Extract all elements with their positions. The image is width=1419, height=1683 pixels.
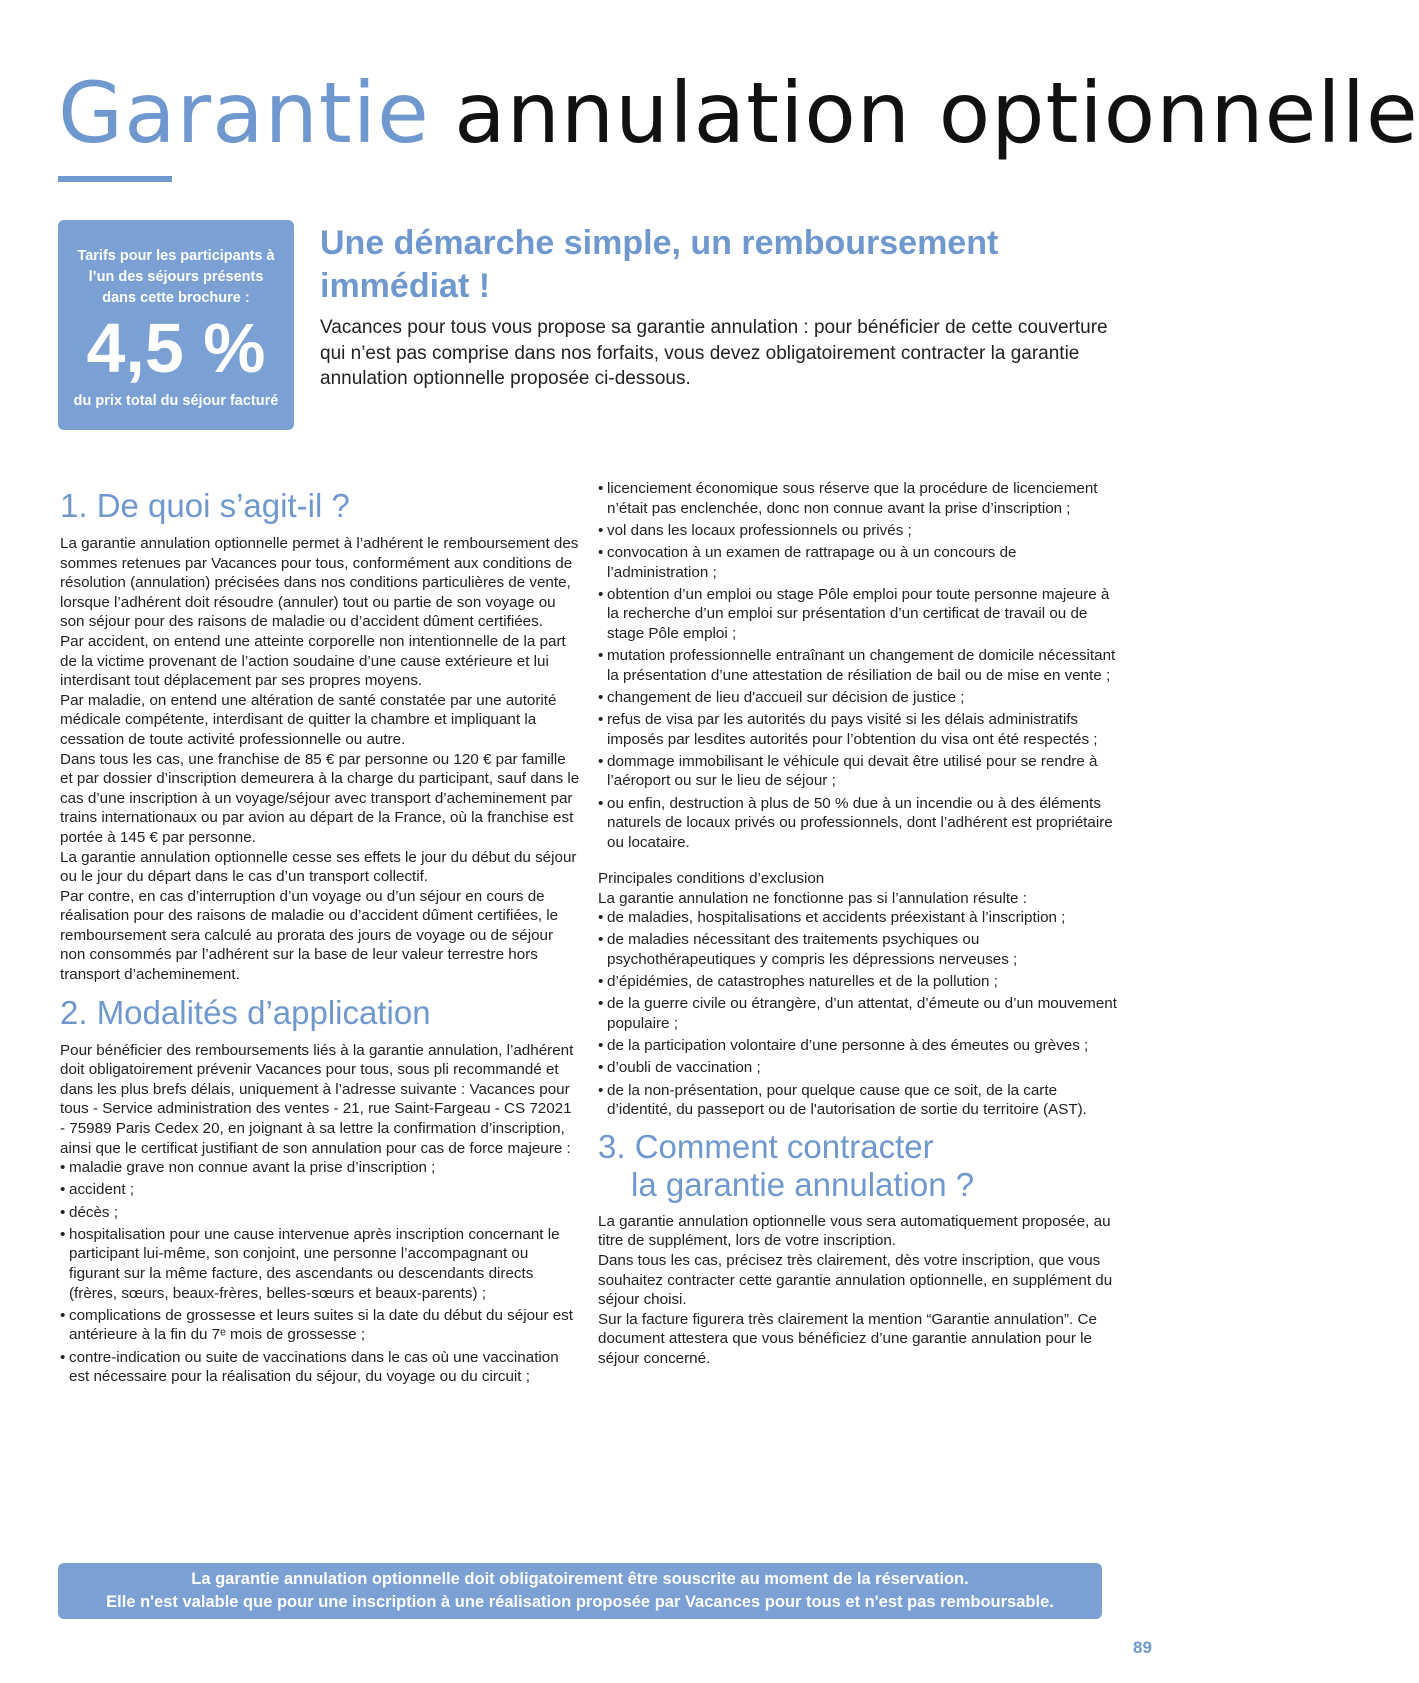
section1-paragraph: Par maladie, on entend une altération de santé constatée par une autorité médicale compétente, interdisant de quitter la chambre et impliquant la cessation de toute activité professionnelle ou autre.	[60, 691, 557, 748]
bullet: •	[598, 647, 604, 665]
list-item-text: mutation professionnelle entraînant un changement de domicile nécessitant la présentation d’une attestation de résiliation de bail ou de mise en vente ;	[607, 647, 1116, 684]
bullet: •	[598, 995, 604, 1013]
list-item	[598, 1036, 1118, 1056]
right-column	[598, 479, 1118, 1368]
section3-title-line1: 3. Comment contracter	[598, 1127, 934, 1165]
list-item	[60, 1306, 580, 1345]
bullet: •	[598, 711, 604, 729]
list-item	[598, 479, 1118, 518]
list-item-text: d’oubli de vaccination ;	[607, 1059, 761, 1077]
list-item-text: accident ;	[69, 1181, 135, 1199]
section3-title	[598, 1128, 1118, 1204]
bullet: •	[598, 521, 604, 539]
list-item-text: changement de lieu d'accueil sur décision de justice ;	[607, 688, 965, 706]
bullet: •	[598, 585, 604, 603]
list-item-text: complications de grossesse et leurs suites si la date du début du séjour est antérieure à la fin du 7ᵉ mois de grossesse ;	[69, 1306, 573, 1344]
section3-paragraph: Sur la facture figurera très clairement la mention “Garantie annulation”. Ce document attestera que vous bénéficiez d’une garantie annulation pour le séjour concerné.	[598, 1310, 1097, 1367]
bullet: •	[598, 480, 604, 497]
section2-intro: Pour bénéficier des remboursements liés à la garantie annulation, l’adhérent doit obligatoirement prévenir Vacances pour tous, sous pli recommandé et dans les plus brefs délais, uniquement à l’adresse suivante : Vacances pour tous - Service administration des ventes - 21, rue Saint-Fargeau - CS 72021 - 75989 Paris Cedex 20, en joignant à sa lettre la confirmation d’inscription, ainsi que le certificat justifiant de son annulation pour cas de force majeure :	[60, 1041, 574, 1157]
page-title-part1: Garantie	[58, 64, 430, 162]
intro-text: Vacances pour tous vous propose sa garantie annulation : pour bénéficier de cette couverture qui n’est pas comprise dans nos forfaits, vous devez obligatoirement contracter la garantie annulation optionnelle proposée ci-dessous.	[320, 317, 1108, 389]
list-item	[598, 752, 1118, 791]
exclusions-intro: La garantie annulation ne fonctionne pas si l’annulation résulte :	[598, 889, 1027, 907]
list-item	[60, 1225, 580, 1303]
bullet: •	[60, 1181, 66, 1199]
tarif-note: du prix total du séjour facturé	[73, 393, 279, 409]
list-item-text: hospitalisation pour une cause intervenue après inscription concernant le participant lui-même, son conjoint, une personne l’accompagnant ou figurant sur la même facture, des ascendants ou descendants directs (frères, sœurs, beaux-frères, belles-sœurs et beaux-parents) ;	[69, 1225, 560, 1302]
bullet: •	[60, 1306, 66, 1324]
bullet: •	[598, 794, 604, 812]
list-item	[598, 710, 1118, 749]
list-item-text: licenciement économique sous réserve que la procédure de licenciement n’était pas enclenchée, donc non connue avant la prise d’inscription ;	[607, 480, 1098, 517]
list-item	[598, 1058, 1118, 1078]
bullet: •	[598, 1059, 604, 1077]
title-underline	[58, 176, 172, 182]
bullet: •	[598, 909, 604, 927]
tarif-intro: Tarifs pour les participants à l’un des séjours présents dans cette brochure :	[77, 248, 275, 306]
list-item	[598, 930, 1118, 969]
bullet: •	[598, 973, 604, 991]
exclusions-list	[598, 908, 1118, 1120]
section2-title: 2. Modalités d’application	[60, 993, 431, 1031]
bullet: •	[60, 1203, 66, 1221]
section1-title: 1. De quoi s’agit-il ?	[60, 487, 350, 524]
list-item-text: de maladies nécessitant des traitements psychiques ou psychothérapeutiques y compris les dépressions nerveuses ;	[607, 931, 1018, 968]
list-item-text: obtention d’un emploi ou stage Pôle emploi pour toute personne majeure à la recherche d’un emploi sur présentation d’un certificat de travail ou de stage Pôle emploi ;	[607, 585, 1110, 642]
page-title	[58, 58, 1419, 168]
list-item	[598, 794, 1118, 853]
section3-paragraph: La garantie annulation optionnelle vous sera automatiquement proposée, au titre de supplément, lors de votre inscription.	[598, 1212, 1111, 1250]
bullet: •	[598, 931, 604, 949]
list-item-text: ou enfin, destruction à plus de 50 % due à un incendie ou à des éléments naturels de locaux privés ou professionnels, dont l’adhérent est propriétaire ou locataire.	[607, 794, 1113, 851]
list-item	[598, 521, 1118, 541]
bullet: •	[598, 1081, 604, 1099]
list-item-text: vol dans les locaux professionnels ou privés ;	[607, 521, 912, 539]
list-item	[60, 1203, 580, 1223]
bullet: •	[60, 1225, 66, 1243]
list-item-text: de maladies, hospitalisations et accidents préexistant à l’inscription ;	[607, 909, 1066, 927]
bullet: •	[60, 1348, 66, 1366]
footer-line1: La garantie annulation optionnelle doit obligatoirement être souscrite au moment de la réservation.	[191, 1570, 969, 1588]
list-item	[598, 994, 1118, 1033]
list-item-text: de la guerre civile ou étrangère, d’un attentat, d’émeute ou d’un mouvement populaire ;	[607, 995, 1117, 1032]
footer-line2: Elle n'est valable que pour une inscription à une réalisation proposée par Vacances pour tous et n'est pas remboursable.	[106, 1593, 1054, 1611]
list-item	[60, 1158, 580, 1178]
page-title-part2: annulation optionnelle	[454, 64, 1419, 162]
bullet: •	[598, 752, 604, 770]
list-item	[598, 908, 1118, 928]
list-item-text: de la participation volontaire d’une personne à des émeutes ou grèves ;	[607, 1037, 1089, 1055]
list-item-text: d’épidémies, de catastrophes naturelles et de la pollution ;	[607, 973, 998, 991]
tarif-box	[58, 220, 294, 430]
list-item-text: décès ;	[69, 1203, 118, 1221]
list-item	[60, 1348, 580, 1387]
exclusions-title: Principales conditions d’exclusion	[598, 870, 825, 888]
bullet: •	[598, 1037, 604, 1055]
bullet: •	[60, 1159, 66, 1177]
list-item-text: dommage immobilisant le véhicule qui devait être utilisé pour se rendre à l’aéroport ou sur le lieu de séjour ;	[607, 752, 1098, 790]
footer-banner	[58, 1563, 1102, 1619]
list-item	[598, 543, 1118, 582]
list-item-text: de la non-présentation, pour quelque cause que ce soit, de la carte d’identité, du passeport ou de l'autorisation de sortie du territoire (AST).	[607, 1081, 1087, 1119]
bullet: •	[598, 688, 604, 706]
section3-title-line2: la garantie annulation ?	[631, 1165, 975, 1203]
section1-paragraph: Par accident, on entend une atteinte corporelle non intentionnelle de la part de la victime provenant de l’action soudaine d’une cause extérieure et lui interdisant tout déplacement par ses propres moyens.	[60, 632, 566, 690]
bullet: •	[598, 543, 604, 561]
force-majeure-list	[60, 1158, 580, 1387]
list-item	[60, 1180, 580, 1200]
list-item	[598, 646, 1118, 685]
list-item-text: maladie grave non connue avant la prise d’inscription ;	[69, 1159, 436, 1177]
list-item	[598, 972, 1118, 992]
page-number: 89	[1133, 1638, 1152, 1657]
section1-paragraph: Par contre, en cas d’interruption d’un voyage ou d’un séjour en cours de réalisation pour des raisons de maladie ou d’accident dûment certifiées, le remboursement sera calculé au prorata des jours de voyage ou de séjour non consommés par l’adhérent sur la base de leur valeur terrestre hors transport d’acheminement.	[60, 887, 559, 984]
list-item-text: refus de visa par les autorités du pays visité si les délais administratifs imposés par lesdites autorités pour l’obtention du visa ont été respectés ;	[607, 711, 1098, 748]
left-column	[60, 478, 580, 1389]
section1-paragraph: La garantie annulation optionnelle cesse ses effets le jour du début du séjour ou le jour du départ dans le cas d’un transport collectif.	[60, 848, 577, 886]
tarif-value: 4,5 %	[86, 309, 266, 387]
list-item	[598, 1081, 1118, 1120]
list-item-text: convocation à un examen de rattrapage ou à un concours de l’administration ;	[607, 543, 1017, 581]
section1-paragraph: Dans tous les cas, une franchise de 85 € par personne ou 120 € par famille et par dossier d’inscription demeurera à la charge du participant, sauf dans le cas d’une inscription à un voyage/séjour avec transport d’acheminement par trains internationaux ou par avion au départ de la France, où la franchise est portée à 145 € par personne.	[60, 750, 580, 846]
list-item	[598, 585, 1118, 644]
list-item	[598, 688, 1118, 708]
section1-paragraph: La garantie annulation optionnelle permet à l’adhérent le remboursement des sommes retenues par Vacances pour tous, conformément aux conditions de résolution (annulation) précisées dans nos conditions particulières de vente, lorsque l’adhérent doit résoudre (annuler) tout ou partie de son voyage ou son séjour pour des raisons de maladie ou d’accident dûment certifiées.	[60, 535, 579, 631]
intro-title: Une démarche simple, un remboursement immédiat !	[320, 224, 999, 305]
list-item-text: contre-indication ou suite de vaccinations dans le cas où une vaccination est nécessaire pour la réalisation du séjour, du voyage ou du circuit ;	[69, 1348, 559, 1386]
force-majeure-list-continued	[598, 479, 1118, 852]
section3-paragraph: Dans tous les cas, précisez très clairement, dès votre inscription, que vous souhaitez contracter cette garantie annulation optionnelle, en supplément du séjour choisi.	[598, 1251, 1113, 1309]
